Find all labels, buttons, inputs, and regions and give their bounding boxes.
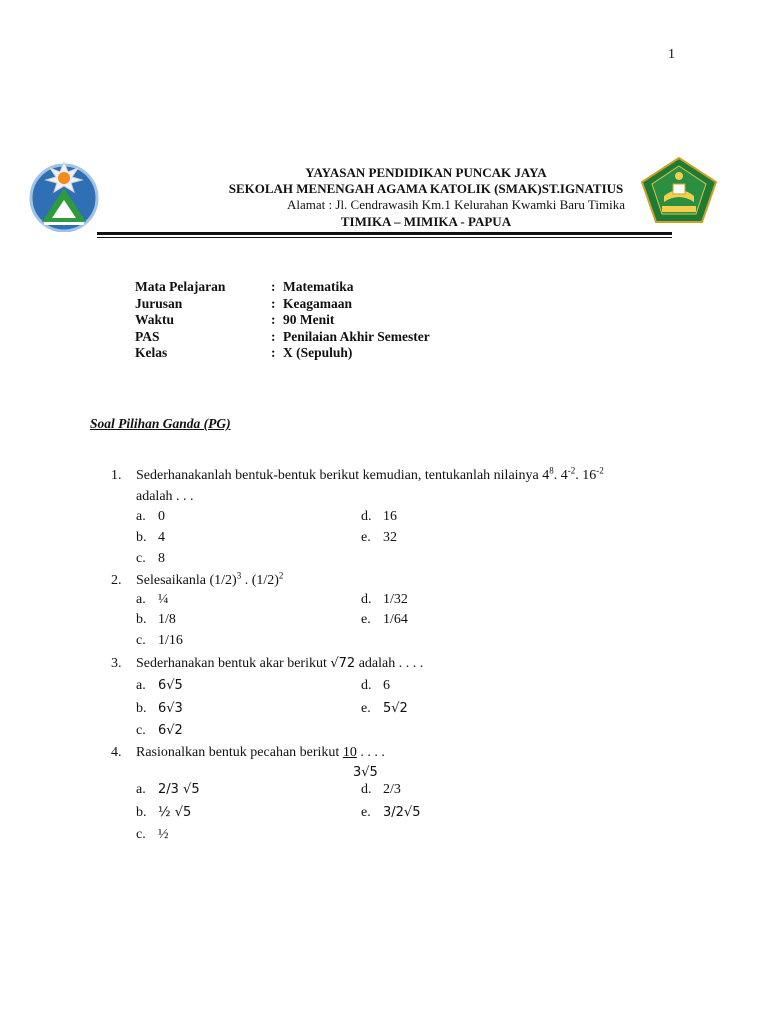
option-text: 4 [158,530,165,545]
info-value: Penilaian Akhir Semester [283,328,430,344]
option-text: ½ [158,827,169,842]
option-letter: d. [361,509,372,524]
option-text: 1/16 [158,633,183,648]
option-letter: d. [361,678,372,693]
info-row-subject [135,279,430,296]
exponent: 2 [278,570,284,581]
option-b [136,805,191,821]
info-label: Waktu [135,312,175,327]
school-name: SEKOLAH MENENGAH AGAMA KATOLIK (SMAK)ST.IGNATIUS [228,181,624,196]
question-text: adalah . . . . [355,656,424,671]
option-letter: e. [361,612,371,627]
option-letter: d. [361,592,372,607]
option-c [136,723,183,739]
option-e [361,805,420,821]
option-b [136,701,183,717]
foundation-name: YAYASAN PENDIDIKAN PUNCAK JAYA [305,165,547,180]
question-1-continuation: adalah . . . [136,489,194,504]
option-a [136,678,183,694]
option-d [361,782,401,798]
info-colon: : [271,312,276,327]
option-letter: a. [136,678,146,693]
option-letter: d. [361,782,372,797]
info-row-major [135,296,430,313]
info-label: Kelas [135,345,168,360]
option-letter: b. [136,612,147,627]
option-d [361,509,397,525]
option-text: 6 [383,678,390,693]
info-value: Matematika [283,279,354,294]
option-letter: e. [361,701,371,716]
denominator-text: 3√5 [353,765,378,780]
option-letter: a. [136,592,146,607]
option-text: 6√5 [158,678,183,693]
option-letter: b. [136,805,147,820]
option-text: ¼ [158,592,169,607]
info-label: Jurusan [135,295,183,311]
info-colon: : [271,345,276,360]
option-c [136,551,165,567]
option-letter: e. [361,805,371,820]
radical-expression: √72 [330,656,356,671]
header-divider-thin [97,237,672,238]
option-text: 0 [158,509,165,524]
info-row-time [135,312,430,329]
question-3-number: 3. [111,656,122,671]
option-text: 32 [383,530,397,545]
option-letter: c. [136,827,146,842]
exponent: 8 [549,465,554,476]
info-row-exam-type [135,329,430,346]
fraction-numerator: 10 [342,745,357,760]
option-c [136,827,169,843]
option-a [136,592,169,608]
question-text: . 4 [553,468,568,483]
question-text: Rasionalkan bentuk pecahan berikut [136,745,343,760]
option-letter: c. [136,551,146,566]
question-1-text [136,467,604,485]
school-address: Alamat : Jl. Cendrawasih Km.1 Kelurahan Kwamki Baru Timika [287,197,625,212]
option-text: 16 [383,509,397,524]
question-text: Sederhanakanlah bentuk-bentuk berikut kemudian, tentukanlah nilainya 4 [136,468,550,483]
option-e [361,701,408,717]
option-text: ½ √5 [158,805,192,820]
question-2-number: 2. [111,573,122,588]
option-d [361,592,408,608]
option-e [361,612,408,628]
option-text: 3/2√5 [383,805,421,820]
info-row-class [135,345,430,362]
option-b [136,530,165,546]
exponent: -2 [596,465,604,476]
question-text: . 16 [575,468,597,483]
question-text: Sederhanakan bentuk akar berikut [136,656,331,671]
option-a [136,509,165,525]
option-letter: b. [136,701,147,716]
info-label: PAS [135,328,160,344]
section-title: Soal Pilihan Ganda (PG) [90,416,231,431]
option-text: 6√2 [158,723,183,738]
option-letter: b. [136,530,147,545]
info-value: Keagamaan [283,295,352,311]
option-c [136,633,183,649]
option-text: 1/8 [158,612,176,627]
question-2-text [136,572,283,590]
question-text: . (1/2) [241,573,279,588]
option-text: 2/3 [383,782,401,797]
option-text: 5√2 [383,701,408,716]
question-text: . . . . [356,745,385,760]
question-4-number: 4. [111,745,122,760]
info-colon: : [271,279,276,294]
option-a [136,782,200,798]
info-colon: : [271,295,276,311]
header-divider [97,232,672,235]
option-b [136,612,176,628]
question-text: Selesaikanla (1/2) [136,573,237,588]
info-label: Mata Pelajaran [135,279,226,294]
option-text: 2/3 √5 [158,782,200,797]
option-letter: e. [361,530,371,545]
option-text: 1/32 [383,592,408,607]
option-e [361,530,397,546]
fraction-denominator [353,764,378,782]
school-location: TIMIKA – MIMIKA - PAPUA [340,214,512,229]
exponent: -2 [567,465,576,476]
info-value: 90 Menit [283,312,335,327]
option-text: 6√3 [158,701,183,716]
exponent: 3 [236,570,242,581]
option-letter: a. [136,782,146,797]
question-1-number: 1. [111,468,122,483]
info-colon: : [271,328,276,344]
question-4-text [136,744,385,762]
page-number: 1 [668,47,675,62]
option-letter: c. [136,633,146,648]
option-text: 8 [158,551,165,566]
option-text: 1/64 [383,612,408,627]
option-d [361,678,390,694]
exam-info [135,279,430,362]
question-3-text [136,655,423,673]
option-letter: c. [136,723,146,738]
option-letter: a. [136,509,146,524]
info-value: X (Sepuluh) [283,345,353,360]
